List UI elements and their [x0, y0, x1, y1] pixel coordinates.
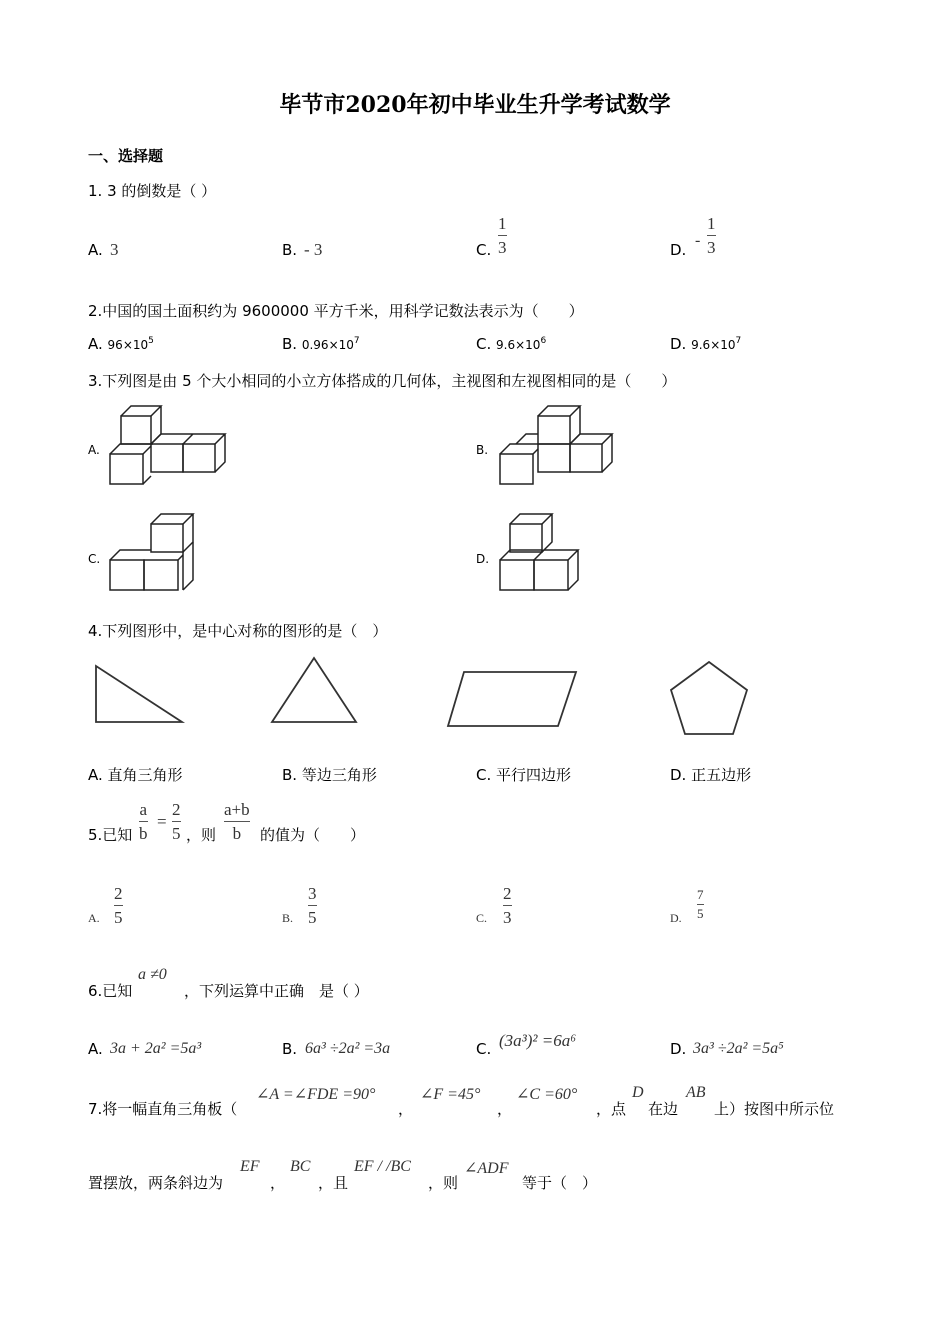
q2-option-c: C. $9.6\times 10^6$ [476, 335, 547, 353]
q5-option-d-fraction: 7 5 [697, 887, 704, 921]
q5-fraction-a-plus-b-over-b: a+b b [224, 800, 250, 843]
fraction-denominator: 3 [707, 238, 716, 257]
q5-option-c-label: C. [476, 911, 488, 925]
q2-stem: 2.中国的国土面积约为 9600000 平方千米，用科学记数法表示为（ ） [88, 302, 584, 320]
q5-option-d-label: D. [670, 911, 682, 925]
q6-option-c-label: C. [476, 1040, 492, 1058]
q5-option-c-fraction: 2 3 [503, 884, 512, 927]
q7-sep2: ， [497, 1100, 513, 1118]
q6-option-b-expr: 6a³ ÷2a² =3a [305, 1040, 391, 1057]
q1-option-a-value: 3 [110, 240, 119, 259]
q5-mid: ，则 [186, 826, 217, 844]
q6-option-a-label: A. [88, 1040, 103, 1058]
q2-option-a: A. $96\times 10^5$ [88, 335, 154, 353]
q4-option-c: C. 平行四边形 [476, 766, 572, 784]
q6-option-a-expr: 3a + 2a² =5a³ [110, 1040, 202, 1057]
q7-line1-start: 7.将一幅直角三角板（ [88, 1100, 238, 1118]
parallelogram-icon [446, 670, 578, 728]
q1-option-d-sign: - [695, 232, 701, 249]
q6-condition: a ≠0 [138, 966, 167, 983]
q7-line1-end: 上）按图中所示位 [714, 1100, 835, 1118]
q6-option-d-expr: 3a³ ÷2a² =5a⁵ [693, 1040, 784, 1057]
q6-option-c-expr: (3a³)² =6a⁶ [499, 1031, 577, 1050]
q3-figure-c [106, 512, 201, 594]
q7-angle-adf: ∠ADF [464, 1160, 509, 1177]
q5-option-a-fraction: 2 5 [114, 884, 123, 927]
fraction-numerator: 1 [498, 214, 507, 233]
q3-figure-d [496, 512, 591, 594]
q3-figure-a [106, 404, 231, 486]
q6-suffix: ，下列运算中正确 是（ ） [184, 982, 369, 1000]
q7-line1-c: 在边 [648, 1100, 679, 1118]
fraction-denominator: 3 [498, 238, 507, 257]
q5-option-b-fraction: 3 5 [308, 884, 317, 927]
q3-figure-b [496, 404, 621, 486]
page-title: 毕节市2020年初中毕业生升学考试数学 [279, 92, 671, 118]
q3-option-a-label: A. [88, 443, 100, 457]
q1-option-b-label: B. [282, 241, 298, 259]
q5-equals: = [157, 812, 167, 831]
q1-option-c-label: C. [476, 241, 492, 259]
equilateral-triangle-icon [270, 656, 358, 724]
q2-option-b: B. $0.96\times 10^7$ [282, 335, 360, 353]
q7-point-d: D [632, 1084, 644, 1101]
q1-option-b-value: - 3 [304, 240, 323, 259]
q7-sep1: ， [398, 1100, 414, 1118]
q7-hyp-ef: EF [240, 1158, 260, 1175]
q1-option-a-label: A. [88, 241, 103, 259]
q7-parallel: EF / /BC [354, 1158, 411, 1175]
fraction-numerator: 1 [707, 214, 716, 233]
q6-option-d-label: D. [670, 1040, 687, 1058]
q7-line2-start: 置摆放，两条斜边为 [88, 1174, 224, 1192]
q5-suffix: 的值为（ ） [260, 826, 366, 844]
q4-option-d: D. 正五边形 [670, 766, 752, 784]
q7-line1-b: ，点 [596, 1100, 627, 1118]
q1-option-c-fraction [498, 214, 507, 257]
q7-line2-end: 等于（ ） [522, 1174, 598, 1192]
q7-angle-a-fde: ∠A =∠FDE =90° [256, 1086, 376, 1103]
q7-angle-c: ∠C =60° [516, 1086, 578, 1103]
q4-option-a: A. 直角三角形 [88, 766, 183, 784]
q5-fraction-a-over-b: a b [139, 800, 148, 843]
q3-stem: 3.下列图是由 5 个大小相同的小立方体搭成的几何体，主视图和左视图相同的是（ ） [88, 372, 677, 390]
q7-line2-b: ，且 [318, 1174, 349, 1192]
right-triangle-icon [94, 664, 184, 724]
q1-option-d-fraction [707, 214, 716, 257]
q2-option-d: D. $9.6\times 10^7$ [670, 335, 742, 353]
q4-option-b: B. 等边三角形 [282, 766, 377, 784]
q5-option-b-label: B. [282, 911, 294, 925]
pentagon-icon [668, 660, 750, 736]
q1-stem: 1. 3 的倒数是（ ） [88, 182, 217, 200]
q6-option-b-label: B. [282, 1040, 298, 1058]
q3-option-b-label: B. [476, 443, 489, 457]
q7-sep3: ， [270, 1174, 286, 1192]
q7-side-ab: AB [686, 1084, 706, 1101]
q1-option-d-label: D. [670, 241, 687, 259]
section-heading: 一、选择题 [88, 147, 164, 165]
q5-fraction-2-over-5: 2 5 [172, 800, 181, 843]
q7-line2-c: ，则 [428, 1174, 459, 1192]
q5-option-a-label: A. [88, 911, 100, 925]
q7-hyp-bc: BC [290, 1158, 311, 1175]
q5-prefix: 5.已知 [88, 826, 133, 844]
q3-option-c-label: C. [88, 552, 101, 566]
q4-stem: 4.下列图形中，是中心对称的图形的是（ ） [88, 622, 388, 640]
q6-prefix: 6.已知 [88, 982, 133, 1000]
q7-angle-f: ∠F =45° [420, 1086, 481, 1103]
q3-option-d-label: D. [476, 552, 490, 566]
